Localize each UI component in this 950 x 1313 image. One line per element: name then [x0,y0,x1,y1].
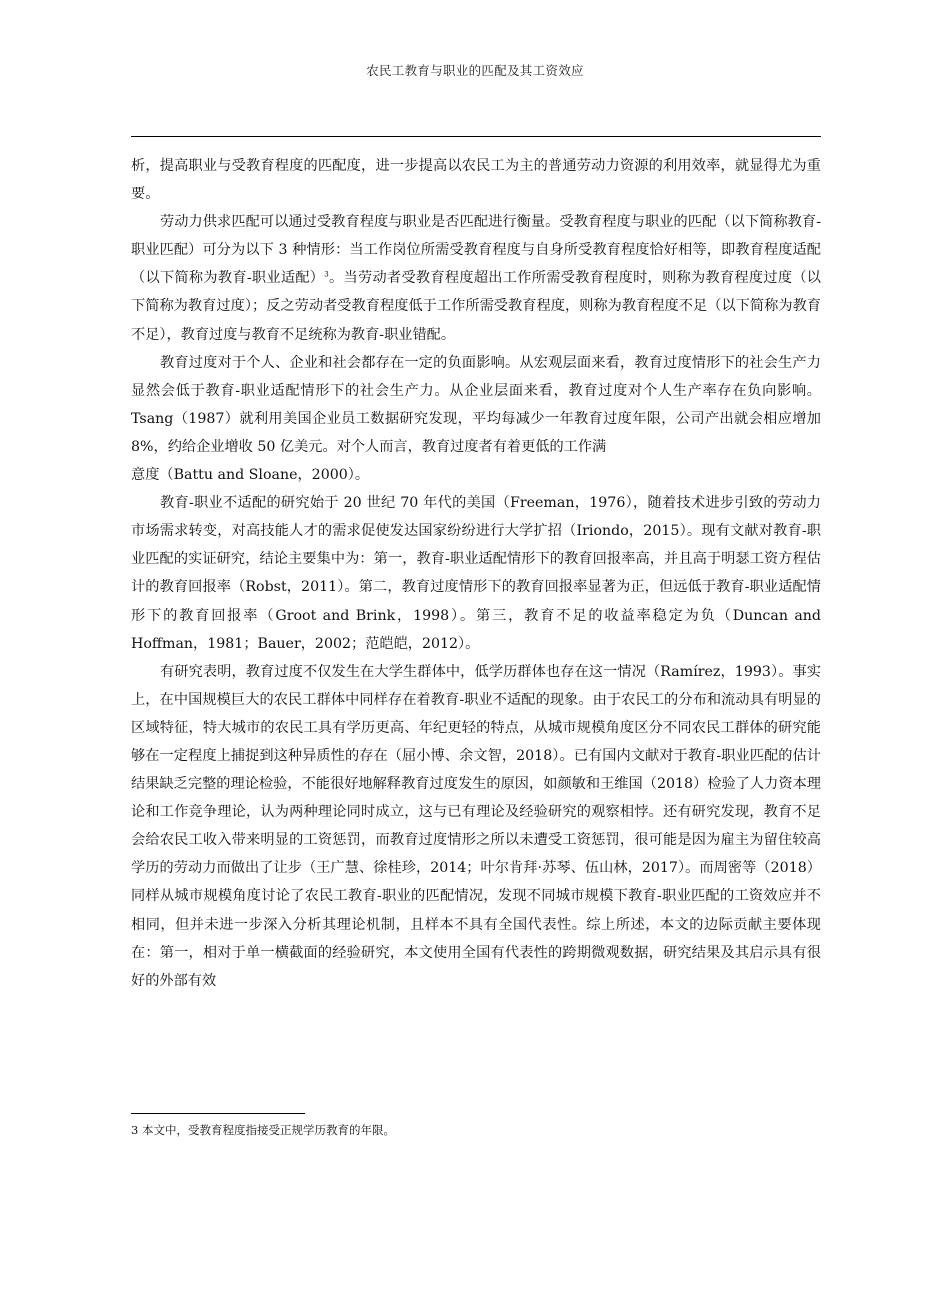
paragraph-literature-review: 教育-职业不适配的研究始于 20 世纪 70 年代的美国（Freeman，1976），随着技术进步引致的劳动力市场需求转变，对高技能人才的需求促使发达国家纷纷进行大学扩招（Iriondo，2015）。现有文献对教育-职业匹配的实证研究，结论主要集中为：第一，教育-职业适配情形下的教育回报率高，并且高于明瑟工资方程估计的教育回报率（Robst，2011）。第二，教育过度情形下的教育回报率显著为正，但远低于教育-职业适配情形下的教育回报率（Groot and Brink，1998）。第三，教育不足的收益率稳定为负（Duncan and Hoffman，1981；Bauer，2002；范皑皑，2012）。 [131,495,821,652]
footnote: 3 本文中，受教育程度指接受正规学历教育的年限。 [131,1123,395,1137]
footnote-marker: 3 [324,270,329,279]
running-header: 农民工教育与职业的匹配及其工资效应 [366,63,584,78]
paragraph-text: 劳动力供求匹配可以通过受教育程度与职业是否匹配进行衡量。受教育程度与职业的匹配（以下简称教育-职业匹配）可分为以下 3 种情形：当工作岗位所需受教育程度与自身所受教育程度恰好相等，即教育程度适配（以下简称为教育-职业适配） [131,214,821,287]
paragraph-text: 。当劳动者受教育程度超出工作所需受教育程度时，则称为教育程度过度（以下简称为教育过度）；反之劳动者受教育程度低于工作所需受教育程度，则称为教育程度不足（以下简称为教育不足），教育过度与教育不足统称为教育-职业错配。 [131,270,821,343]
paragraph-continued: 析，提高职业与受教育程度的匹配度，进一步提高以农民工为主的普通劳动力资源的利用效率，就显得尤为重要。 [131,158,821,203]
footnote-rule [131,1113,305,1114]
body-text [131,152,821,995]
paragraph-continued-line: 意度（Battu and Sloane，2000）。 [131,467,370,484]
header-rule [131,136,821,137]
paragraph-matching-definition [131,208,821,348]
paragraph-overeducation-impact: 教育过度对于个人、企业和社会都存在一定的负面影响。从宏观层面来看，教育过度情形下的社会生产力显然会低于教育-职业适配情形下的社会生产力。从企业层面来看，教育过度对个人生产率存在负向影响。Tsang（1987）就利用美国企业员工数据研究发现，平均每减少一年教育过度年限，公司产出就会相应增加 8%，约给企业增收 50 亿美元。对个人而言，教育过度者有着更低的工作满 [131,354,821,455]
paragraph-research-contribution: 有研究表明，教育过度不仅发生在大学生群体中，低学历群体也存在这一情况（Ramírez，1993）。事实上，在中国规模巨大的农民工群体中同样存在着教育-职业不适配的现象。由于农民工的分布和流动具有明显的区域特征，特大城市的农民工具有学历更高、年纪更轻的特点，从城市规模角度区分不同农民工群体的研究能够在一定程度上捕捉到这种异质性的存在（屈小博、余文智，2018）。已有国内文献对于教育-职业匹配的估计结果缺乏完整的理论检验，不能很好地解释教育过度发生的原因，如颜敏和王维国（2018）检验了人力资本理论和工作竞争理论，认为两种理论同时成立，这与已有理论及经验研究的观察相悖。还有研究发现，教育不足会给农民工收入带来明显的工资惩罚，而教育过度情形之所以未遭受工资惩罚，很可能是因为雇主为留住较高学历的劳动力而做出了让步（王广慧、徐桂珍，2014；叶尔肯拜·苏琴、伍山林，2017）。而周密等（2018）同样从城市规模角度讨论了农民工教育-职业的匹配情况，发现不同城市规模下教育-职业匹配的工资效应并不相同，但并未进一步深入分析其理论机制，且样本不具有全国代表性。综上所述，本文的边际贡献主要体现在：第一，相对于单一横截面的经验研究，本文使用全国有代表性的跨期微观数据，研究结果及其启示具有很好的外部有效 [131,663,821,989]
